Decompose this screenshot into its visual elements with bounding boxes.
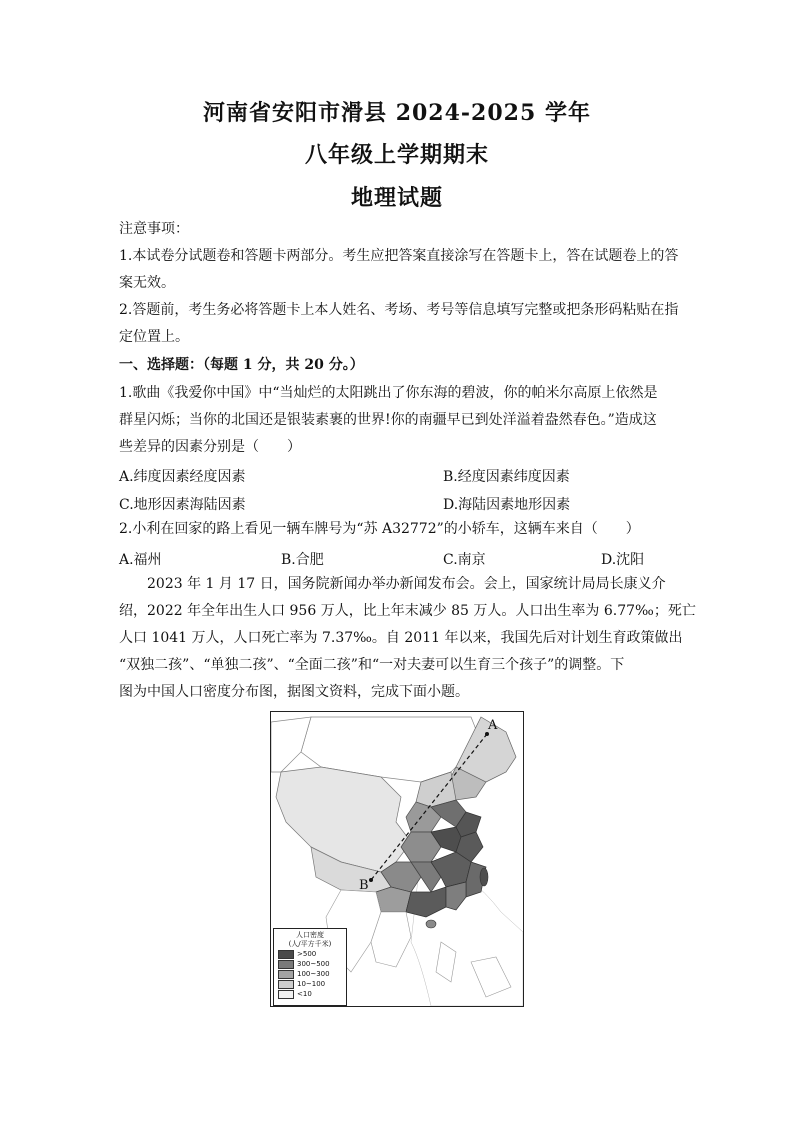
passage-line4: “双独二孩”、“单独二孩”、“全面二孩”和“一对夫妻可以生育三个孩子”的调整。下: [119, 657, 625, 673]
q2-option-d: D.沈阳: [601, 552, 645, 568]
section-heading-choice: 一、选择题：（每题 1 分，共 20 分。）: [119, 357, 364, 373]
note-1-line2: 案无效。: [119, 275, 175, 291]
q1-option-d: D.海陆因素地形因素: [443, 497, 571, 513]
q2-option-b: B.合肥: [281, 552, 324, 568]
q1-option-a: A.纬度因素经度因素: [119, 469, 246, 485]
question-1-line2: 群星闪烁；当你的北国还是银装素裹的世界!你的南疆早已到处洋溢着盎然春色。”造成这: [119, 412, 657, 428]
map-legend: [273, 928, 347, 1006]
legend-swatch: [278, 960, 294, 969]
q2-option-a: A.福州: [119, 552, 162, 568]
legend-title-line2: (人/平方千米): [288, 940, 332, 948]
exam-title-line2: 八年级上学期期末: [304, 142, 489, 168]
legend-label: 10~100: [297, 979, 326, 988]
point-a-label: A: [488, 718, 498, 733]
passage-line5: 图为中国人口密度分布图，据图文资料，完成下面小题。: [119, 684, 469, 700]
point-b-label: B: [359, 878, 369, 893]
passage-line1: 2023 年 1 月 17 日，国务院新闻办举办新闻发布会。会上，国家统计局局长康义介: [147, 576, 666, 592]
exam-title-line1: 河南省安阳市滑县 2024-2025 学年: [203, 100, 591, 126]
passage-line3: 人口 1041 万人，人口死亡率为 7.37‰。自 2011 年以来，我国先后对计划生育政策做出: [119, 630, 683, 646]
note-2-line1: 2.答题前，考生务必将答题卡上本人姓名、考场、考号等信息填写完整或把条形码粘贴在指: [119, 302, 679, 318]
question-1-line1: 1.歌曲《我爱你中国》中“当灿烂的太阳跳出了你东海的碧波，你的帕米尔高原上依然是: [119, 385, 658, 401]
legend-swatch: [278, 970, 294, 979]
q2-option-c: C.南京: [443, 552, 486, 568]
note-1-line1: 1.本试卷分试题卷和答题卡两部分。考生应把答案直接涂写在答题卡上，答在试题卷上的答: [119, 248, 679, 264]
population-density-map: [270, 711, 524, 1007]
exam-subject-title: 地理试题: [350, 185, 443, 211]
legend-item: [278, 979, 346, 989]
passage-line2: 绍，2022 年全年出生人口 956 万人，比上年末减少 85 万人。人口出生率为 6.77‰；死亡: [119, 603, 696, 619]
notes-heading: 注意事项：: [119, 221, 189, 237]
question-2-stem: 2.小利在回家的路上看见一辆车牌号为“苏 A32772”的小轿车，这辆车来自（ ）: [119, 521, 640, 537]
legend-item: [278, 949, 346, 959]
legend-item: [278, 959, 346, 969]
q1-option-b: B.经度因素纬度因素: [443, 469, 570, 485]
legend-title-line1: 人口密度: [296, 931, 324, 939]
legend-swatch: [278, 980, 294, 989]
legend-label: >500: [297, 949, 317, 958]
q1-option-c: C.地形因素海陆因素: [119, 497, 246, 513]
legend-label: 100~300: [297, 969, 330, 978]
legend-item: [278, 989, 346, 999]
legend-swatch: [278, 950, 294, 959]
legend-item: [278, 969, 346, 979]
question-1-line3: 些差异的因素分别是（ ）: [119, 439, 301, 455]
legend-label: 300~500: [297, 959, 330, 968]
legend-label: <10: [297, 989, 312, 998]
note-2-line2: 定位置上。: [119, 329, 189, 345]
legend-swatch: [278, 990, 294, 999]
